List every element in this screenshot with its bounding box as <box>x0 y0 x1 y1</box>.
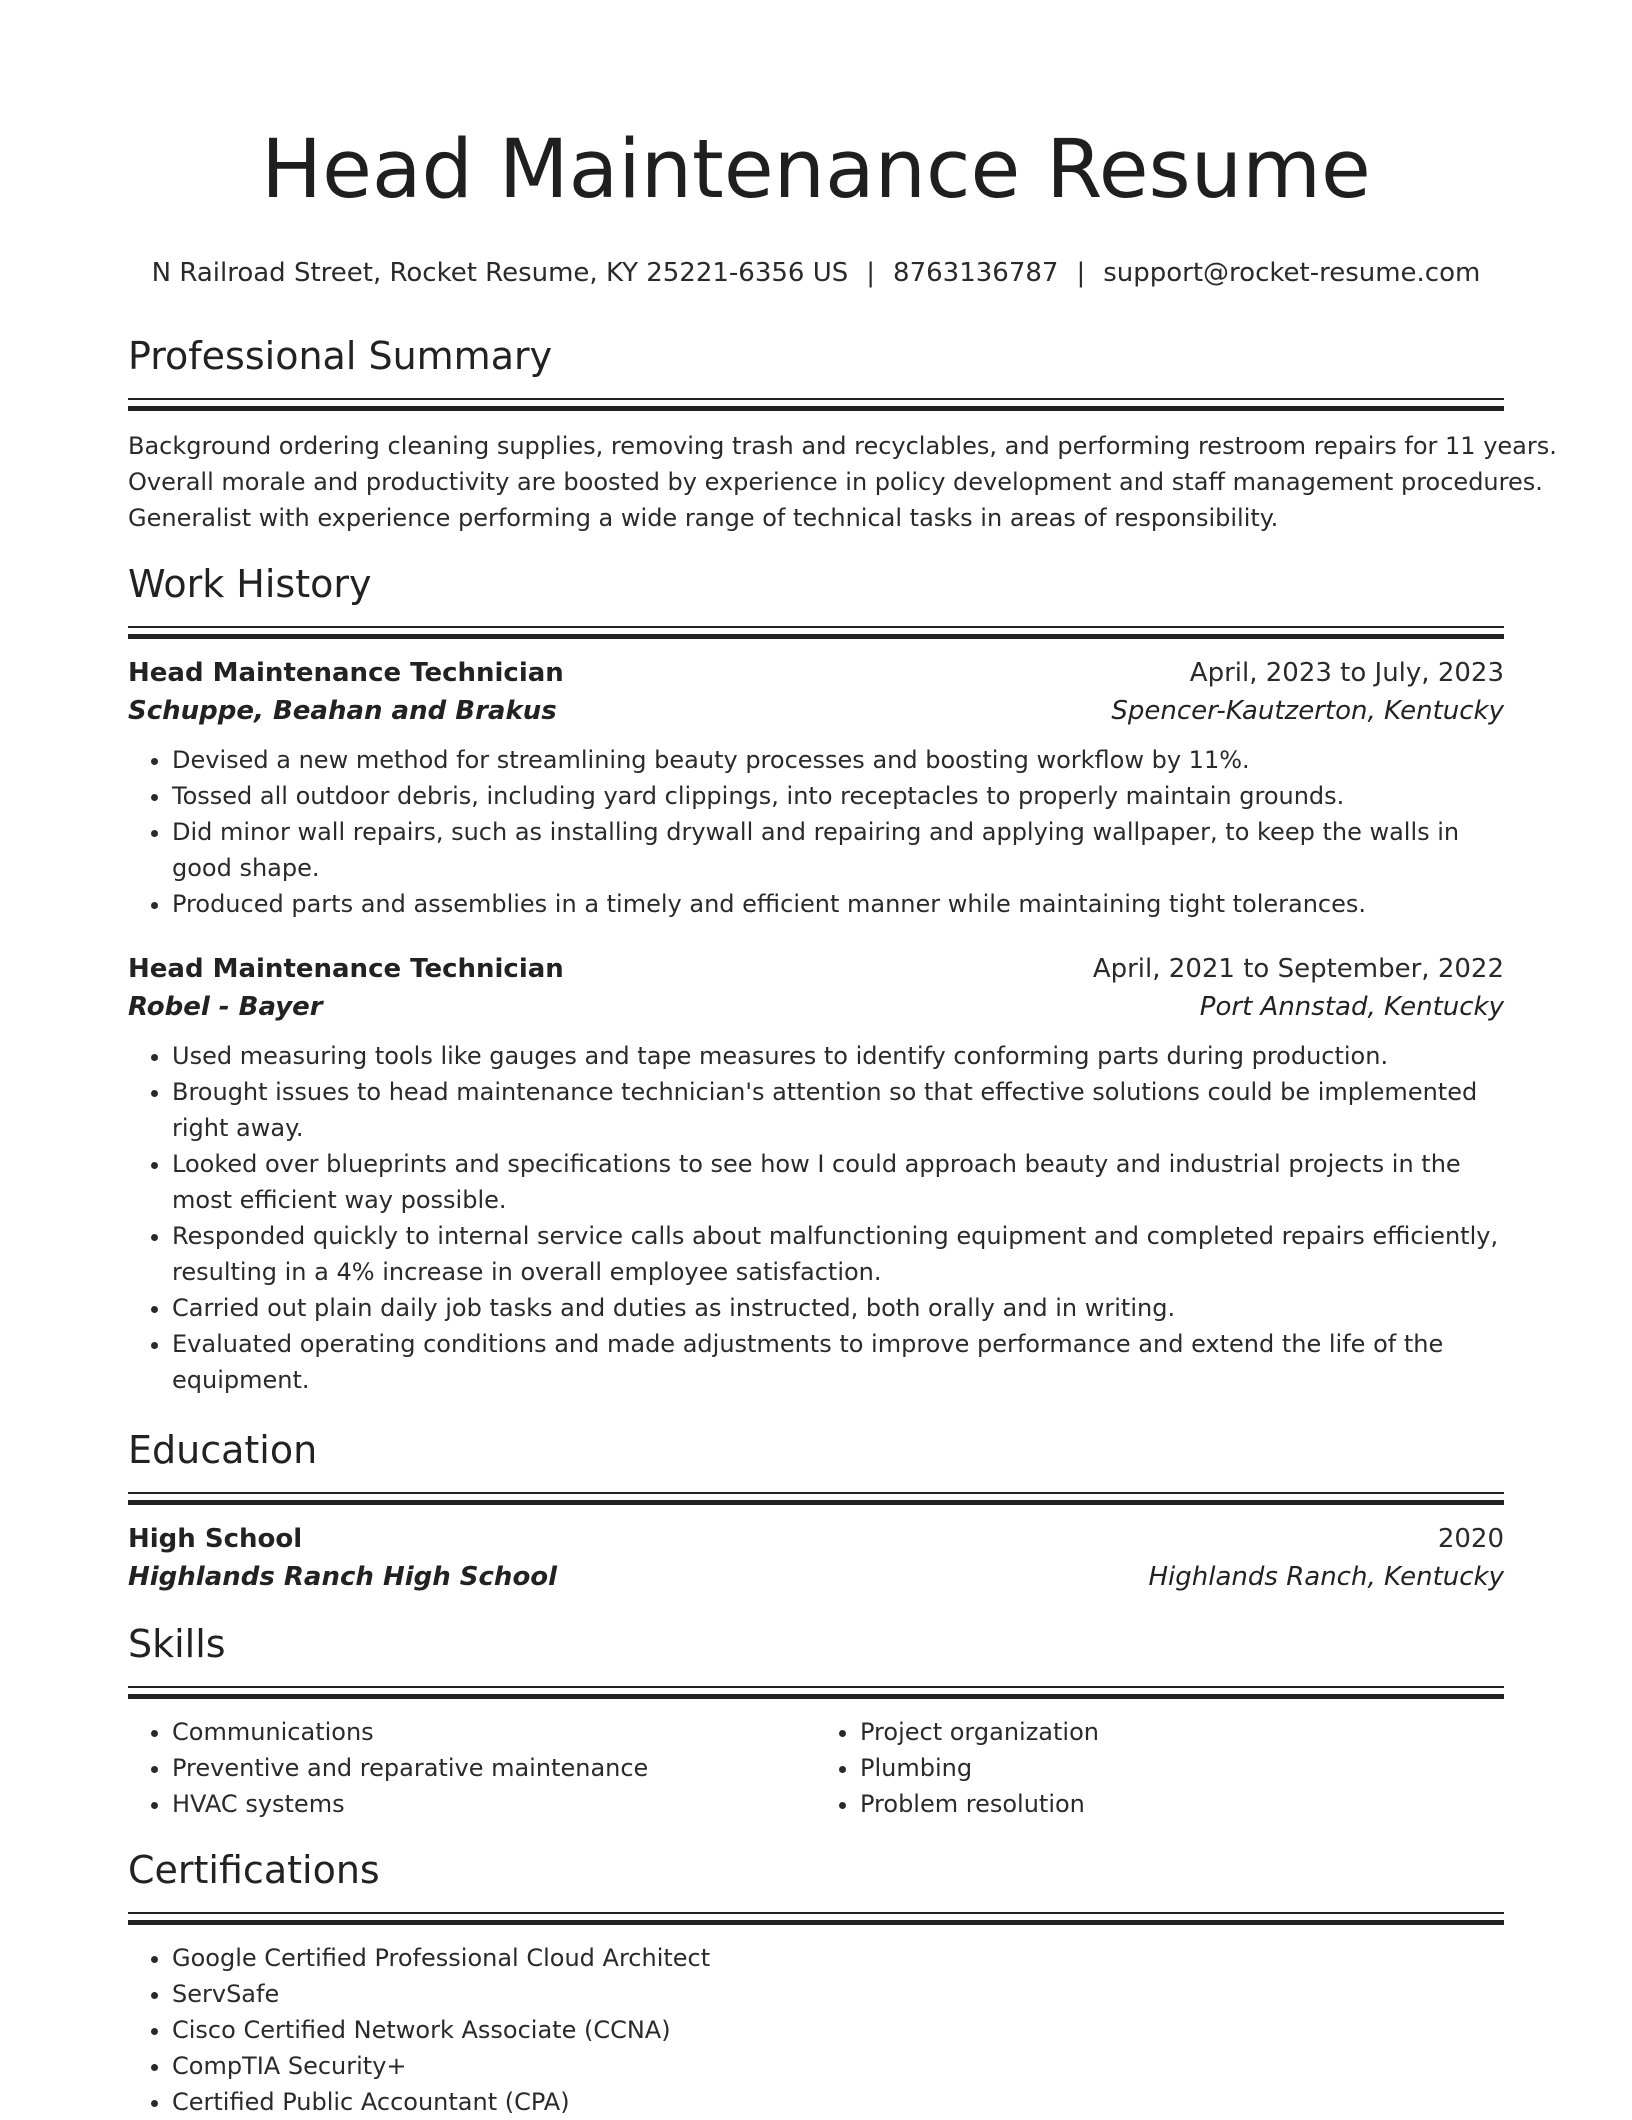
education-location: Highlands Ranch, Kentucky <box>1148 1562 1504 1592</box>
contact-separator: | <box>866 258 876 288</box>
list-item: • HVAC systems <box>172 1786 816 1822</box>
list-item: • Cisco Certified Network Associate (CCNA) <box>172 2012 1504 2048</box>
list-item: • Brought issues to head maintenance technician's attention so that effective solutions could be implemented right away. <box>172 1074 1504 1146</box>
skills-column-right <box>816 1714 1504 1822</box>
list-item: • Produced parts and assemblies in a timely and efficient manner while maintaining tight tolerances. <box>172 886 1504 922</box>
section-divider <box>128 1492 1504 1506</box>
skills-section <box>128 1620 1504 1822</box>
job-company: Schuppe, Beahan and Brakus <box>128 696 557 726</box>
contact-phone: 8763136787 <box>893 258 1059 288</box>
job-bullets <box>128 742 1504 922</box>
skills-grid <box>128 1714 1504 1822</box>
education-heading: Education <box>128 1428 318 1472</box>
summary-heading: Professional Summary <box>128 334 553 378</box>
certifications-list <box>128 1940 1504 2120</box>
contact-separator: | <box>1076 258 1086 288</box>
education-school: Highlands Ranch High School <box>128 1562 558 1592</box>
certifications-heading: Certifications <box>128 1848 380 1892</box>
list-item: • Communications <box>172 1714 816 1750</box>
list-item: • Plumbing <box>860 1750 1504 1786</box>
education-degree: High School <box>128 1524 303 1554</box>
job-dates: April, 2021 to September, 2022 <box>1092 954 1504 984</box>
contact-line <box>128 256 1504 290</box>
contact-email: support@rocket-resume.com <box>1103 258 1481 288</box>
certifications-section <box>128 1846 1504 2120</box>
section-divider <box>128 626 1504 640</box>
job-company: Robel - Bayer <box>128 992 323 1022</box>
education-year: 2020 <box>1437 1524 1504 1554</box>
list-item: • Certified Public Accountant (CPA) <box>172 2084 1504 2120</box>
contact-address: N Railroad Street, Rocket Resume, KY 25221-6356 US <box>151 258 849 288</box>
section-divider <box>128 1686 1504 1700</box>
job-dates: April, 2023 to July, 2023 <box>1189 658 1504 688</box>
list-item: • Preventive and reparative maintenance <box>172 1750 816 1786</box>
job-header <box>128 950 1504 988</box>
list-item: • Problem resolution <box>860 1786 1504 1822</box>
education-header <box>128 1520 1504 1558</box>
section-divider <box>128 398 1504 412</box>
education-subheader <box>128 1558 1504 1596</box>
job-location: Port Annstad, Kentucky <box>1199 992 1504 1022</box>
work-heading: Work History <box>128 562 372 606</box>
job-entry <box>128 654 1504 922</box>
education-entry <box>128 1520 1504 1596</box>
education-section <box>128 1426 1504 1596</box>
summary-line: Background ordering cleaning supplies, removing trash and recyclables, and performing restroom repairs for 11 years. <box>128 432 1557 460</box>
job-title: Head Maintenance Technician <box>128 658 564 688</box>
job-location: Spencer-Kautzerton, Kentucky <box>1111 696 1504 726</box>
list-item: • Devised a new method for streamlining beauty processes and boosting workflow by 11%. <box>172 742 1504 778</box>
list-item: • Project organization <box>860 1714 1504 1750</box>
list-item: • Looked over blueprints and specifications to see how I could approach beauty and industrial projects in the most efficient way possible. <box>172 1146 1504 1218</box>
job-subheader <box>128 692 1504 730</box>
summary-section <box>128 332 1557 536</box>
summary-line: Generalist with experience performing a wide range of technical tasks in areas of responsibility. <box>128 504 1279 532</box>
skills-column-left <box>128 1714 816 1822</box>
page-title: Head Maintenance Resume <box>261 123 1371 217</box>
summary-line: Overall morale and productivity are boosted by experience in policy development and staff management procedures. <box>128 468 1543 496</box>
job-header <box>128 654 1504 692</box>
list-item: • Did minor wall repairs, such as installing drywall and repairing and applying wallpaper, to keep the walls in good shape. <box>172 814 1504 886</box>
list-item: • Responded quickly to internal service calls about malfunctioning equipment and completed repairs efficiently, resulting in a 4% increase in overall employee satisfaction. <box>172 1218 1504 1290</box>
list-item: • Evaluated operating conditions and made adjustments to improve performance and extend the life of the equipment. <box>172 1326 1504 1398</box>
job-entry <box>128 950 1504 1398</box>
list-item: • Carried out plain daily job tasks and duties as instructed, both orally and in writing. <box>172 1290 1504 1326</box>
skills-heading: Skills <box>128 1622 226 1666</box>
section-divider <box>128 1912 1504 1926</box>
list-item: • ServSafe <box>172 1976 1504 2012</box>
list-item: • Tossed all outdoor debris, including yard clippings, into receptacles to properly maintain grounds. <box>172 778 1504 814</box>
list-item: • Google Certified Professional Cloud Architect <box>172 1940 1504 1976</box>
job-bullets <box>128 1038 1504 1398</box>
summary-text <box>128 428 1557 536</box>
list-item: • CompTIA Security+ <box>172 2048 1504 2084</box>
list-item: • Used measuring tools like gauges and tape measures to identify conforming parts during production. <box>172 1038 1504 1074</box>
job-subheader <box>128 988 1504 1026</box>
job-title: Head Maintenance Technician <box>128 954 564 984</box>
work-section <box>128 560 1504 1398</box>
